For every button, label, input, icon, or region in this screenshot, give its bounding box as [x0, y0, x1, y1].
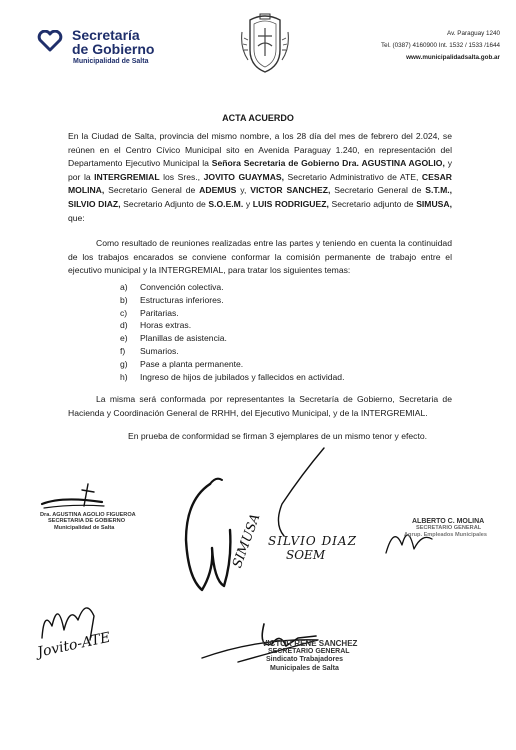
- list-item: g) Pase a planta permanente.: [120, 358, 244, 369]
- document-title: ACTA ACUERDO: [222, 113, 294, 123]
- brand-subtitle: Municipalidad de Salta: [73, 58, 149, 65]
- handwritten-jovito: Jovito-ATE: [36, 629, 112, 661]
- brand-title-line2: de Gobierno: [72, 41, 155, 57]
- list-item: a) Convención colectiva.: [120, 282, 224, 292]
- handwritten-simusa: SIMUSA: [230, 511, 264, 571]
- stamp-agolio: Dra. AGUSTINA AGOLIO FIGUEROA SECRETARIA DE GOBIERNO Municipalidad de Salta: [40, 512, 136, 531]
- list-item: f) Sumarios.: [120, 345, 179, 356]
- list-item: d) Horas extras.: [120, 320, 192, 331]
- handwritten-soem: SOEM: [286, 548, 326, 562]
- contact-address: Av. Paraguay 1240: [447, 30, 500, 37]
- topics-list: [120, 281, 420, 383]
- municipal-seal-icon: [238, 10, 292, 76]
- stamp-molina: ALBERTO C. MOLINA SECRETARIO GENERAL Agrup. Empleados Municipales: [404, 518, 487, 538]
- list-item: c) Paritarias.: [120, 307, 179, 318]
- list-item: h) Ingreso de hijos de jubilados y fallecidos en actividad.: [120, 371, 345, 382]
- contact-website: www.municipalidadsalta.gob.ar: [406, 54, 500, 61]
- list-item: e) Planillas de asistencia.: [120, 333, 227, 344]
- contact-phone: Tel. (0387) 4160900 Int. 1532 / 1533 /1644: [380, 42, 500, 49]
- brand-title-line1: Secretaría: [72, 27, 140, 43]
- stamp-sanchez: VICTOR RENE SANCHEZ SECRETARIO GENERAL Sindicato Trabajadores Municipales de Salta: [262, 639, 358, 672]
- signature-silvio: [262, 444, 332, 544]
- handwritten-silvio: SILVIO DIAZ: [268, 534, 357, 548]
- results-paragraph: Como resultado de reuniones realizadas entre las partes y teniendo en cuenta la continuidad de los trabajos encarados se conviene conformar la comisión permanente de trabajo entre el ejecutivo municipal y la INTERGREMIAL, para tratar los siguientes temas:: [68, 238, 452, 276]
- intro-paragraph: En la Ciudad de Salta, provincia del mismo nombre, a los 28 día del mes de febrero del 2.024, se reúnen en el Centro Cívico Municipal sito en Avenida Paraguay 1.240, en representación del Departamento Ejecutivo Municipal la Señora Secretaria de Gobierno Dra. AGUSTINA AGOLIO, y por la INTERGREMIAL los Sres., JOVITO GUAYMAS, Secretario Administrativo de ATE, CESAR MOLINA, Secretario General de ADEMUS y, VICTOR SANCHEZ, Secretario General de S.T.M., SILVIO DIAZ, Secretario Adjunto de S.O.E.M. y LUIS RODRIGUEZ, Secretario adjunto de SIMUSA, que:: [68, 131, 453, 223]
- heart-logo-icon: [37, 30, 63, 52]
- closing-line: En prueba de conformidad se firman 3 ejemplares de un mismo tenor y efecto.: [128, 431, 428, 441]
- list-item: b) Estructuras inferiores.: [120, 294, 224, 305]
- commission-paragraph: La misma será conformada por representantes la Secretaría de Gobierno, Secretaria de Hacienda y Coordinación General de RRHH, del Ejecutivo Municipal, y de la INTERGREMIAL.: [68, 394, 452, 418]
